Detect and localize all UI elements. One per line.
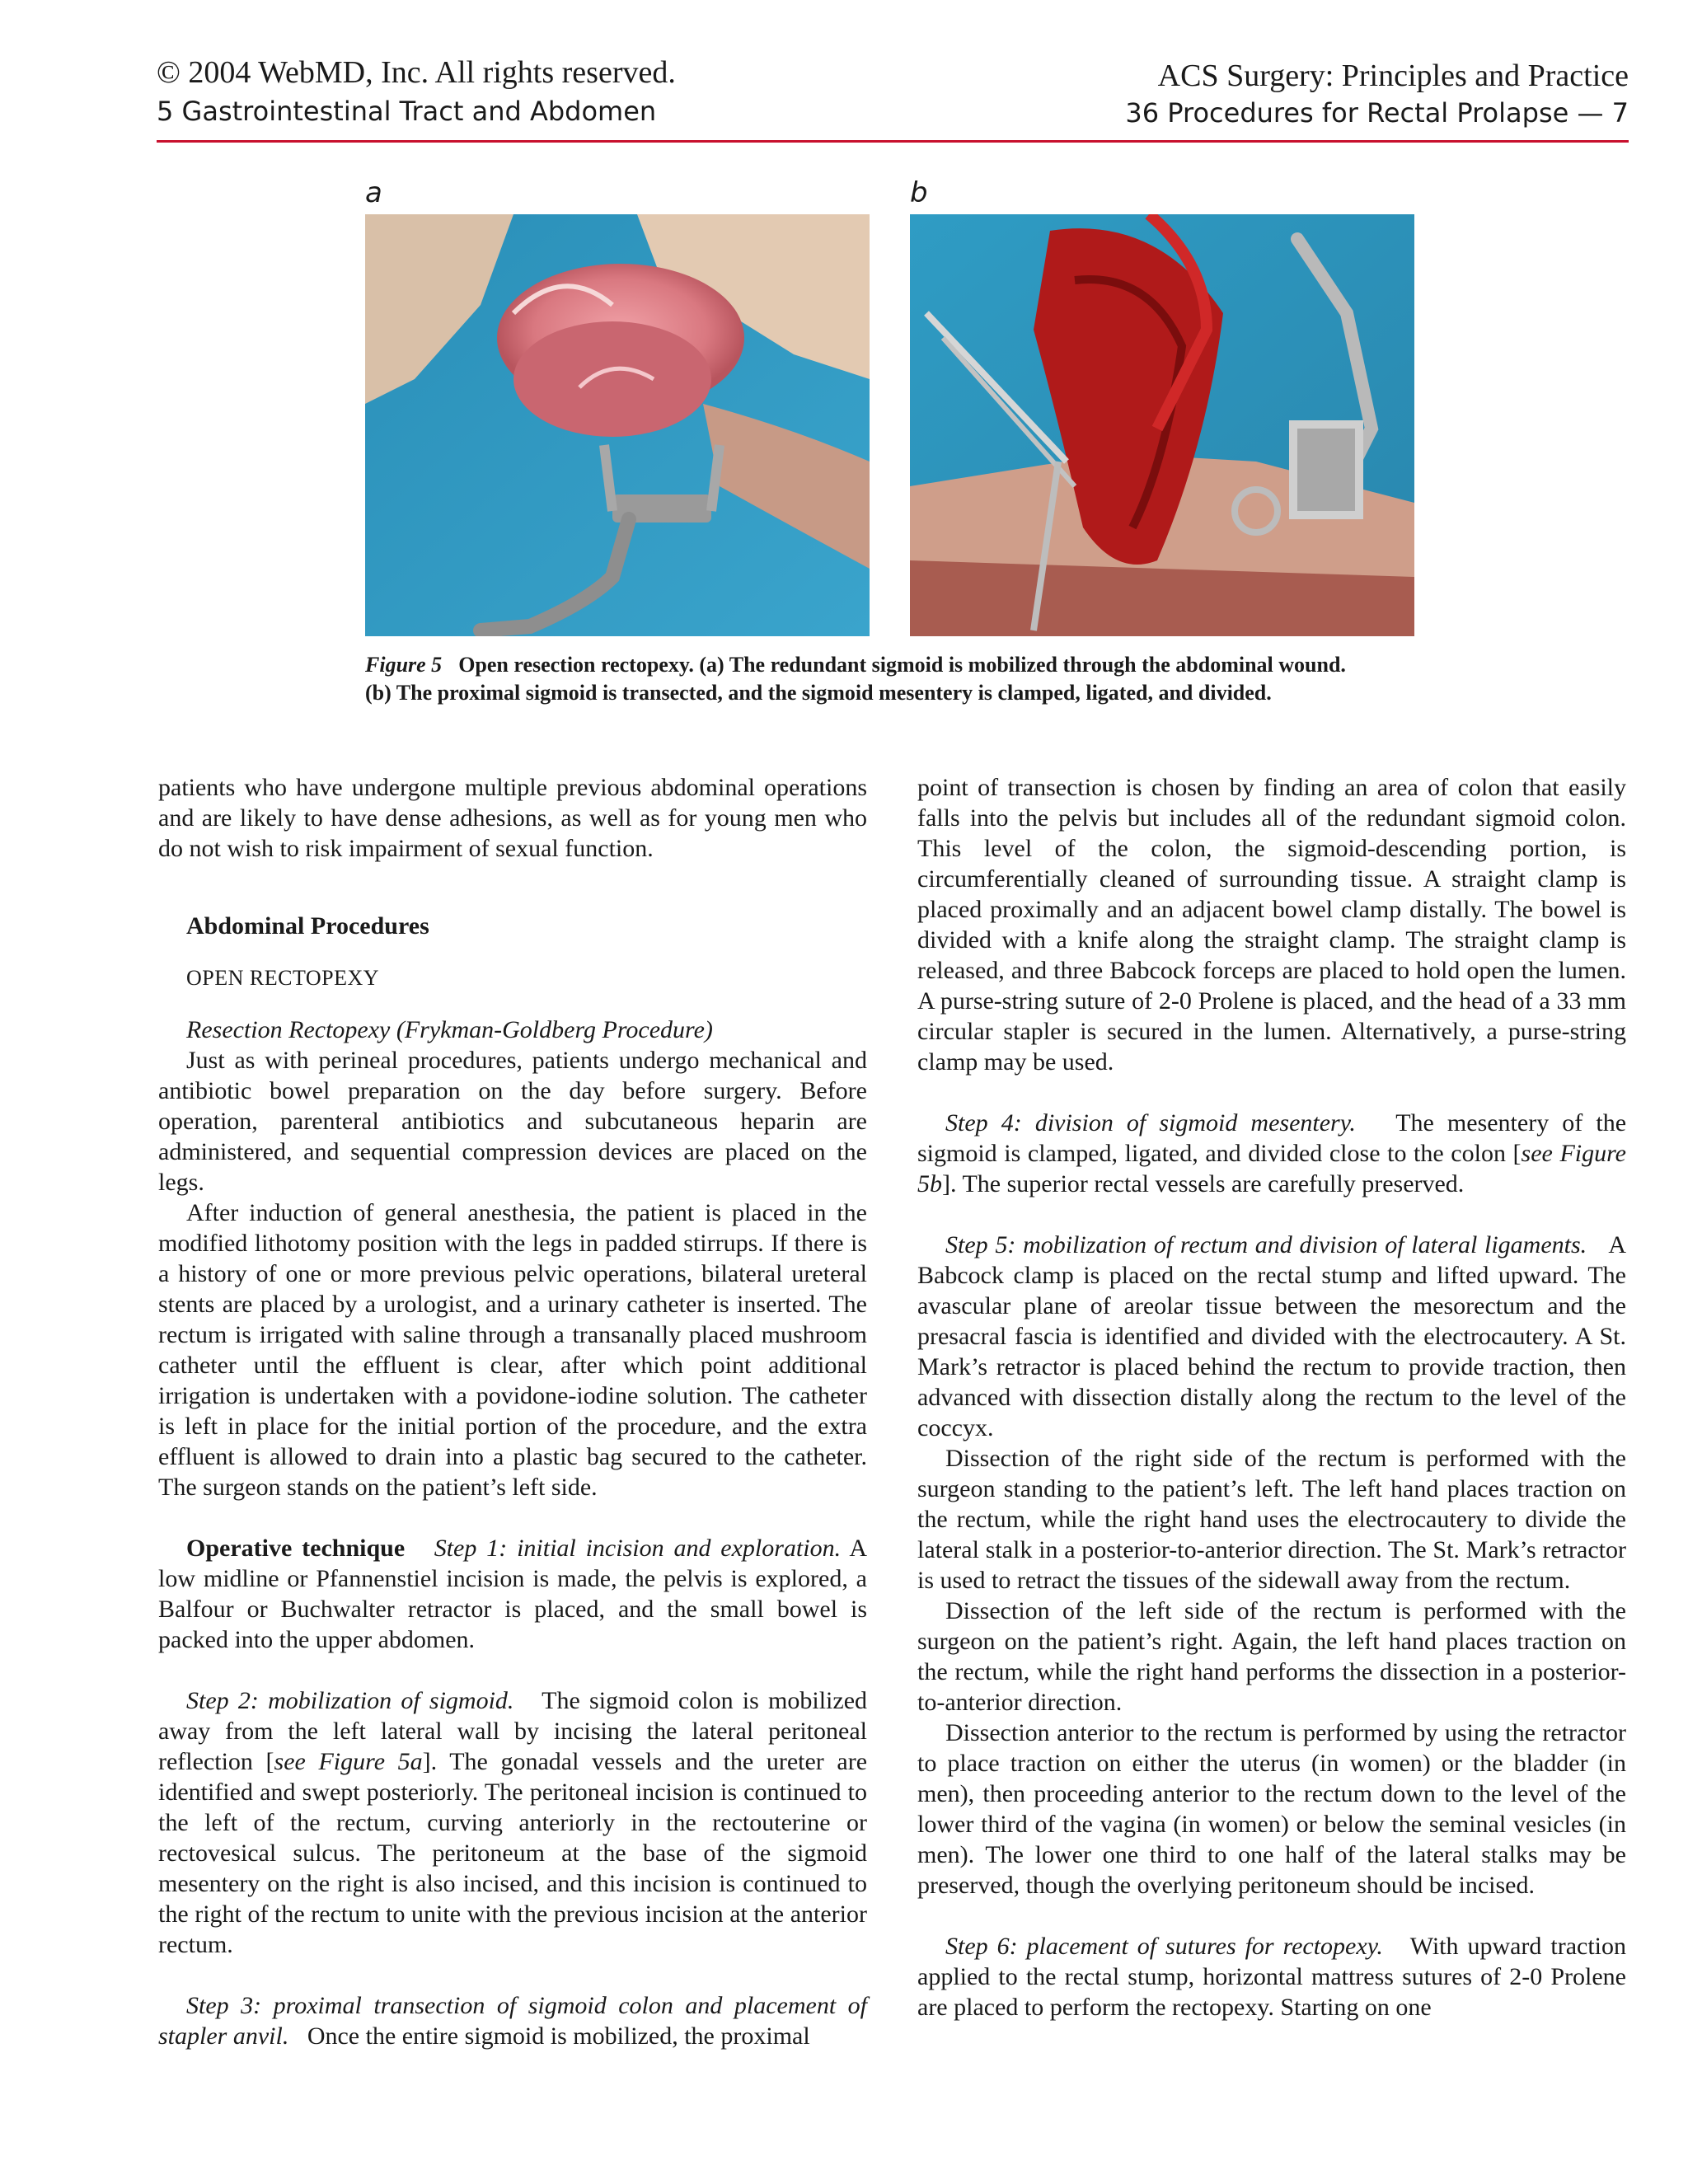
figure-5a-photo xyxy=(365,214,870,636)
step-title: Step 3: proximal transection of sigmoid colon and placement of stapler anvil. xyxy=(158,1992,867,2050)
paragraph: point of transection is chosen by finding an area of colon that easily falls into the pelvis but includes all of the redundant sigmoid colon. This level of the colon, the sigmoid-descending portion, is circumferentially cleaned of surrounding tissue. A straight clamp is placed proximally and an adjacent bowel clamp distally. The bowel is divided with a knife along the straight clamp. The straight clamp is released, and three Babcock forceps are placed to hold open the lumen. A purse-string suture of 2-0 Prolene is placed, and the head of a 33 mm circular stapler is secured in the lumen. Alternatively, a purse-string clamp may be used. xyxy=(917,774,1626,1076)
step-title: Step 1: initial incision and exploration. xyxy=(434,1535,842,1562)
copyright-notice: © 2004 WebMD, Inc. All rights reserved. xyxy=(157,55,676,90)
figure-reference: see Figure 5a xyxy=(274,1748,423,1775)
paragraph: After induction of general anesthesia, the patient is placed in the modified lithotomy position with the legs in padded stirrups. If there is a history of one or more previous pelvic operations, bilateral ureteral stents are placed by a urologist, and a urinary catheter is inserted. The rectum is irrigated with saline through a transanally placed mushroom catheter until the effluent is clear, after which point additional irrigation is undertaken with a povidone-iodine solution. The catheter is left in place for the initial portion of the procedure, and the extra effluent is allowed to drain into a plastic bag secured to the catheter. The surgeon stands on the patient’s left side. xyxy=(158,1199,867,1501)
running-header xyxy=(157,51,1629,143)
paragraph: Dissection of the right side of the rectum is performed with the surgeon standing to the patient’s left. The left hand places traction on the rectum, while the right hand uses the electrocautery to divide the lateral stalk in a posterior-to-anterior direction. The St. Mark’s retractor is used to retract the tissues of the sidewall away from the rectum. xyxy=(917,1445,1626,1594)
figure-5b-photo xyxy=(910,214,1414,636)
heading-open-rectopexy: OPEN RECTOPEXY xyxy=(186,966,380,990)
step-title: Step 6: placement of sutures for rectopexy. xyxy=(945,1933,1383,1960)
step-title: Step 5: mobilization of rectum and division of lateral ligaments. xyxy=(945,1231,1587,1258)
paragraph: Dissection anterior to the rectum is performed by using the retractor to place traction on either the uterus (in women) or the bladder (in men), then proceeding anterior to the rectum down to the level of the lower third of the vagina (in women) or below the seminal vesicles (in men). The lower one third to one half of the lateral stalks may be preserved, though the overlying peritoneum should be incised. xyxy=(917,1719,1626,1899)
chapter-title: 36 Procedures for Rectal Prolapse — 7 xyxy=(1125,97,1629,129)
step-title: Step 2: mobilization of sigmoid. xyxy=(186,1687,514,1714)
paragraph: patients who have undergone multiple previous abdominal operations and are likely to have dense adhesions, as well as for young men who do not wish to risk impairment of sexual function. xyxy=(158,774,867,862)
heading-abdominal-procedures: Abdominal Procedures xyxy=(186,912,429,940)
paragraph: Just as with perineal procedures, patients undergo mechanical and antibiotic bowel preparation on the day before surgery. Before operation, parenteral antibiotics and subcutaneous heparin are administered, and sequential compression devices are placed on the legs. xyxy=(158,1047,867,1196)
caption-text: Open resection rectopexy. (a) The redundant sigmoid is mobilized through the abdominal wound. (b) The proximal sigmoid is transected, and the sigmoid mesentery is clamped, ligated, and divided. xyxy=(365,653,1346,705)
section-title: 5 Gastrointestinal Tract and Abdomen xyxy=(157,96,657,127)
step-text: ]. The superior rectal vessels are carefully preserved. xyxy=(942,1170,1465,1197)
step-text: With upward traction applied to the rectal stump, horizontal mattress sutures of 2-0 Prolene are placed to perform the rectopexy. Starting on one xyxy=(917,1933,1627,2021)
heading-operative-technique: Operative technique xyxy=(186,1535,406,1562)
step-text: The sigmoid colon is mobilized away from the left lateral wall by incising the lateral peritoneal reflection [ xyxy=(158,1687,868,1775)
panel-b-label: b xyxy=(910,176,928,209)
figure-reference: see Figure 5b xyxy=(917,1140,1626,1197)
step-text: A low midline or Pfannenstiel incision is made, the pelvis is explored, a Balfour or Buchwalter retractor is placed, and the small bowel is packed into the upper abdomen. xyxy=(158,1535,867,1653)
right-column xyxy=(917,772,1626,2022)
paragraph: Dissection of the left side of the rectum is performed with the surgeon on the patient’s right. Again, the left hand places traction on the rectum, while the right hand performs the dissection in a posterior-to-anterior direction. xyxy=(917,1597,1626,1716)
figure-caption xyxy=(365,651,1367,707)
book-title: ACS Surgery: Principles and Practice xyxy=(1157,59,1629,93)
step-text: The mesentery of the sigmoid is clamped, ligated, and divided close to the colon [ xyxy=(917,1109,1627,1167)
step-text: A Babcock clamp is placed on the rectal stump and lifted upward. The avascular plane of areolar tissue between the mesorectum and the presacral fascia is identified and divided with the electrocautery. A St. Mark’s retractor is placed behind the rectum to provide traction, then advanced with dissection distally along the rectum to the level of the coccyx. xyxy=(917,1231,1627,1441)
panel-a-label: a xyxy=(365,176,382,209)
heading-resection-rectopexy: Resection Rectopexy (Frykman-Goldberg Procedure) xyxy=(186,1016,713,1043)
step-text: ]. The gonadal vessels and the ureter are identified and swept posteriorly. The peritoneal incision is continued to the left of the rectum, curving anteriorly in the rectouterine or rectovesical sulcus. The peritoneum at the base of the sigmoid mesentery on the right is also incised, and this incision is continued to the right of the rectum to unite with the previous incision at the anterior rectum. xyxy=(158,1748,868,1958)
caption-label: Figure 5 xyxy=(365,653,443,677)
step-text: Once the entire sigmoid is mobilized, the proximal xyxy=(307,2022,810,2050)
left-column xyxy=(158,772,867,2051)
step-title: Step 4: division of sigmoid mesentery. xyxy=(945,1109,1356,1137)
